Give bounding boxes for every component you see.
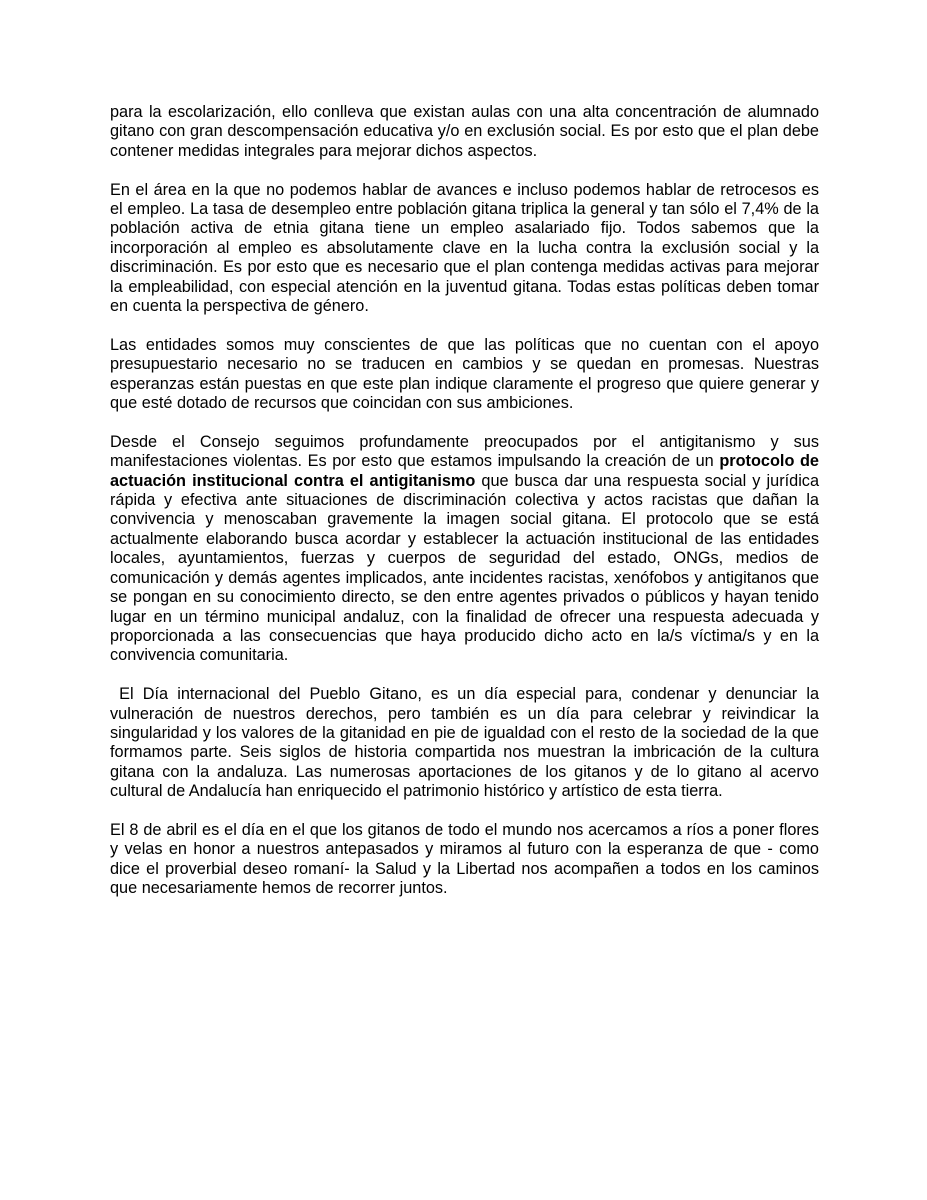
paragraph-antigypsyism-intro: Desde el Consejo seguimos profundamente preocupados por el antigitanismo y sus manifestaciones violentas. Es por esto que estamos impulsando la creación de un: [110, 432, 819, 471]
protocol-name-bold: protocolo de actuación institucional contra el antigitanismo: [110, 452, 819, 490]
paragraph-april-8: El 8 de abril es el día en el que los gitanos de todo el mundo nos acercamos a ríos a poner flores y velas en honor a nuestros antepasados y miramos al futuro con la esperanza de que - como dice el proverbial deseo romaní- la Salud y la Libertad nos acompañen a todos en los caminos que necesariamente hemos de recorrer juntos.: [110, 820, 819, 898]
paragraph-schooling: para la escolarización, ello conlleva que existan aulas con una alta concentración de alumnado gitano con gran descompensación educativa y/o en exclusión social. Es por esto que el plan debe contener medidas integrales para mejorar dichos aspectos.: [110, 103, 819, 160]
document-body: [110, 103, 824, 918]
paragraph-antigypsyism-rest: que busca dar una respuesta social y jurídica rápida y efectiva ante situaciones de discriminación colectiva y actos racistas que dañan la convivencia y menoscaban gravemente la imagen social gitana. El protocolo que se está actualmente elaborando busca acordar y establecer la actuación institucional de las entidades locales, ayuntamientos, fuerzas y cuerpos de seguridad del estado, ONGs, medios de comunicación y demás agentes implicados, ante incidentes racistas, xenófobos y antigitanos que se pongan en su conocimiento directo, se den entre agentes privados o públicos y hayan tenido lugar en un término municipal andaluz, con la finalidad de ofrecer una respuesta adecuada y proporcionada a las consecuencias que haya producido dicho acto en la/s víctima/s y en la convivencia comunitaria.: [110, 471, 820, 665]
paragraph-antigypsyism: [110, 433, 819, 666]
paragraph-employment: En el área en la que no podemos hablar de avances e incluso podemos hablar de retrocesos es el empleo. La tasa de desempleo entre población gitana triplica la general y tan sólo el 7,4% de la población activa de etnia gitana tiene un empleo asalariado fijo. Todos sabemos que la incorporación al empleo es absolutamente clave en la lucha contra la exclusión social y la discriminación. Es por esto que es necesario que el plan contenga medidas activas para mejorar la empleabilidad, con especial atención en la juventud gitana. Todas estas políticas deben tomar en cuenta la perspectiva de género.: [110, 180, 819, 316]
paragraph-budget: Las entidades somos muy conscientes de que las políticas que no cuentan con el apoyo presupuestario necesario no se traducen en cambios y se quedan en promesas. Nuestras esperanzas están puestas en que este plan indique claramente el progreso que quiere generar y que esté dotado de recursos que coincidan con sus ambiciones.: [110, 335, 819, 413]
paragraph-international-day: El Día internacional del Pueblo Gitano, es un día especial para, condenar y denunciar la vulneración de nuestros derechos, pero también es un día para celebrar y reivindicar la singularidad y los valores de la gitanidad en pie de igualdad con el resto de la sociedad de la que formamos parte. Seis siglos de historia compartida nos muestran la imbricación de la cultura gitana con la andaluza. Las numerosas aportaciones de los gitanos y de lo gitano al acervo cultural de Andalucía han enriquecido el patrimonio histórico y artístico de esta tierra.: [110, 685, 824, 801]
